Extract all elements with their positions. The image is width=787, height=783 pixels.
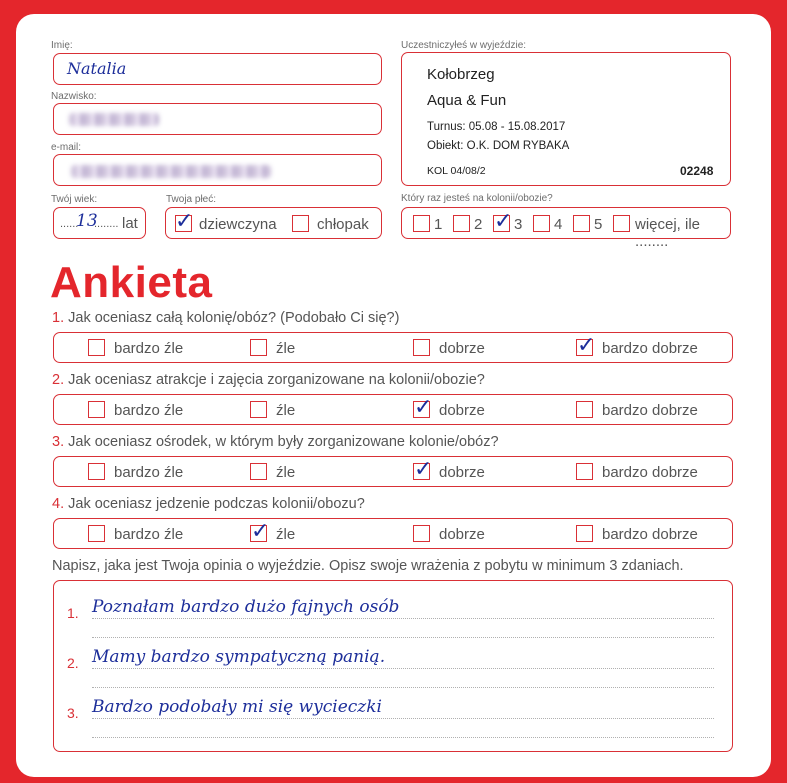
writing-line bbox=[92, 718, 714, 719]
name-field[interactable] bbox=[53, 53, 382, 85]
age-dots-left: ...... bbox=[60, 218, 79, 230]
name-label: Imię: bbox=[51, 40, 73, 51]
rating-checkbox[interactable] bbox=[413, 525, 430, 542]
opinion-line-text: Poznałam bardzo dużo fajnych osób bbox=[92, 597, 400, 617]
camp-city: Kołobrzeg bbox=[427, 66, 495, 83]
email-redacted bbox=[71, 165, 271, 178]
name-value: Natalia bbox=[67, 59, 127, 78]
camp-obiekt: Obiekt: O.K. DOM RYBAKA bbox=[427, 140, 570, 152]
camp-program: Aqua & Fun bbox=[427, 92, 507, 109]
times-field bbox=[401, 207, 731, 250]
gender-girl-check-mark: ✓ bbox=[175, 209, 194, 234]
rating-checkbox[interactable] bbox=[250, 463, 267, 480]
rating-option-label: źle bbox=[276, 526, 296, 543]
rating-option-label: bardzo źle bbox=[114, 402, 184, 419]
writing-line bbox=[92, 637, 714, 638]
times-label: Który raz jesteś na kolonii/obozie? bbox=[401, 193, 553, 204]
times-2-checkbox[interactable] bbox=[453, 215, 470, 232]
question-number: 2. bbox=[52, 372, 65, 388]
times-4-label: 4 bbox=[554, 216, 563, 233]
rating-check-mark: ✓ bbox=[251, 519, 270, 544]
times-5-checkbox[interactable] bbox=[573, 215, 590, 232]
surname-redacted bbox=[69, 113, 159, 126]
rating-checkbox[interactable] bbox=[88, 339, 105, 356]
question-1-options bbox=[53, 332, 733, 363]
camp-code: KOL 04/08/2 bbox=[427, 165, 486, 177]
opinion-line-number: 3. bbox=[67, 705, 79, 721]
times-more-label: więcej, ile ........ bbox=[635, 216, 701, 250]
times-more-checkbox[interactable] bbox=[613, 215, 630, 232]
question-2-options bbox=[53, 394, 733, 425]
age-unit: lat bbox=[122, 215, 138, 232]
gender-boy-checkbox[interactable] bbox=[292, 215, 309, 232]
age-value: 13 bbox=[76, 211, 98, 231]
rating-checkbox[interactable] bbox=[88, 525, 105, 542]
rating-option-label: źle bbox=[276, 402, 296, 419]
question-1-text bbox=[52, 310, 399, 326]
writing-line bbox=[92, 737, 714, 738]
surname-field[interactable] bbox=[53, 103, 382, 135]
times-3-check-mark: ✓ bbox=[494, 209, 513, 234]
rating-option-label: bardzo dobrze bbox=[602, 526, 698, 543]
question-text: Jak oceniasz jedzenie podczas kolonii/obozu? bbox=[68, 496, 365, 512]
rating-option-label: bardzo źle bbox=[114, 526, 184, 543]
writing-line bbox=[92, 668, 714, 669]
gender-label: Twoja płeć: bbox=[166, 194, 217, 205]
opinion-prompt: Napisz, jaka jest Twoja opinia o wyjeździe. Opisz swoje wrażenia z pobytu w minimum 3 zdaniach. bbox=[52, 558, 684, 574]
question-4-options bbox=[53, 518, 733, 549]
age-dots-right: ........ bbox=[94, 218, 119, 230]
rating-checkbox[interactable] bbox=[88, 463, 105, 480]
question-3-options bbox=[53, 456, 733, 487]
rating-checkbox[interactable] bbox=[250, 339, 267, 356]
times-1-checkbox[interactable] bbox=[413, 215, 430, 232]
rating-checkbox[interactable] bbox=[576, 401, 593, 418]
opinion-line-text: Bardzo podobały mi się wycieczki bbox=[92, 697, 382, 717]
opinion-line-number: 1. bbox=[67, 605, 79, 621]
rating-option-label: źle bbox=[276, 340, 296, 357]
times-4-checkbox[interactable] bbox=[533, 215, 550, 232]
rating-option-label: dobrze bbox=[439, 402, 485, 419]
rating-check-mark: ✓ bbox=[414, 457, 433, 482]
rating-checkbox[interactable] bbox=[250, 401, 267, 418]
rating-checkbox[interactable] bbox=[576, 463, 593, 480]
camp-label: Uczestniczyłeś w wyjeździe: bbox=[401, 40, 527, 51]
gender-boy-label: chłopak bbox=[317, 216, 369, 233]
camp-box bbox=[401, 52, 731, 186]
rating-option-label: dobrze bbox=[439, 340, 485, 357]
writing-line bbox=[92, 618, 714, 619]
times-3-label: 3 bbox=[514, 216, 523, 233]
writing-line bbox=[92, 687, 714, 688]
rating-check-mark: ✓ bbox=[414, 395, 433, 420]
rating-option-label: źle bbox=[276, 464, 296, 481]
question-3-text bbox=[52, 434, 499, 450]
email-field[interactable] bbox=[53, 154, 382, 186]
rating-check-mark: ✓ bbox=[577, 333, 596, 358]
question-number: 1. bbox=[52, 310, 65, 326]
question-text: Jak oceniasz całą kolonię/obóz? (Podobało Ci się?) bbox=[68, 310, 400, 326]
question-number: 4. bbox=[52, 496, 65, 512]
rating-checkbox[interactable] bbox=[576, 525, 593, 542]
camp-number: 02248 bbox=[680, 164, 714, 178]
rating-option-label: bardzo dobrze bbox=[602, 402, 698, 419]
survey-title: Ankieta bbox=[50, 258, 213, 307]
gender-girl-label: dziewczyna bbox=[199, 216, 277, 233]
rating-checkbox[interactable] bbox=[413, 339, 430, 356]
rating-option-label: dobrze bbox=[439, 464, 485, 481]
age-label: Twój wiek: bbox=[51, 194, 98, 205]
rating-option-label: dobrze bbox=[439, 526, 485, 543]
rating-option-label: bardzo źle bbox=[114, 340, 184, 357]
rating-checkbox[interactable] bbox=[88, 401, 105, 418]
question-text: Jak oceniasz atrakcje i zajęcia zorganizowane na kolonii/obozie? bbox=[68, 372, 485, 388]
age-field[interactable] bbox=[53, 207, 146, 239]
question-number: 3. bbox=[52, 434, 65, 450]
camp-turnus: Turnus: 05.08 - 15.08.2017 bbox=[427, 121, 566, 133]
times-2-label: 2 bbox=[474, 216, 483, 233]
question-2-text bbox=[52, 372, 485, 388]
surname-label: Nazwisko: bbox=[51, 91, 97, 102]
gender-field bbox=[165, 207, 382, 239]
times-5-label: 5 bbox=[594, 216, 603, 233]
times-1-label: 1 bbox=[434, 216, 443, 233]
question-4-text bbox=[52, 496, 365, 512]
opinion-line-number: 2. bbox=[67, 655, 79, 671]
opinion-line-text: Mamy bardzo sympatyczną panią. bbox=[92, 647, 386, 667]
question-text: Jak oceniasz ośrodek, w którym były zorganizowane kolonie/obóz? bbox=[68, 434, 499, 450]
rating-option-label: bardzo dobrze bbox=[602, 464, 698, 481]
rating-option-label: bardzo dobrze bbox=[602, 340, 698, 357]
rating-option-label: bardzo źle bbox=[114, 464, 184, 481]
email-label: e-mail: bbox=[51, 142, 82, 153]
